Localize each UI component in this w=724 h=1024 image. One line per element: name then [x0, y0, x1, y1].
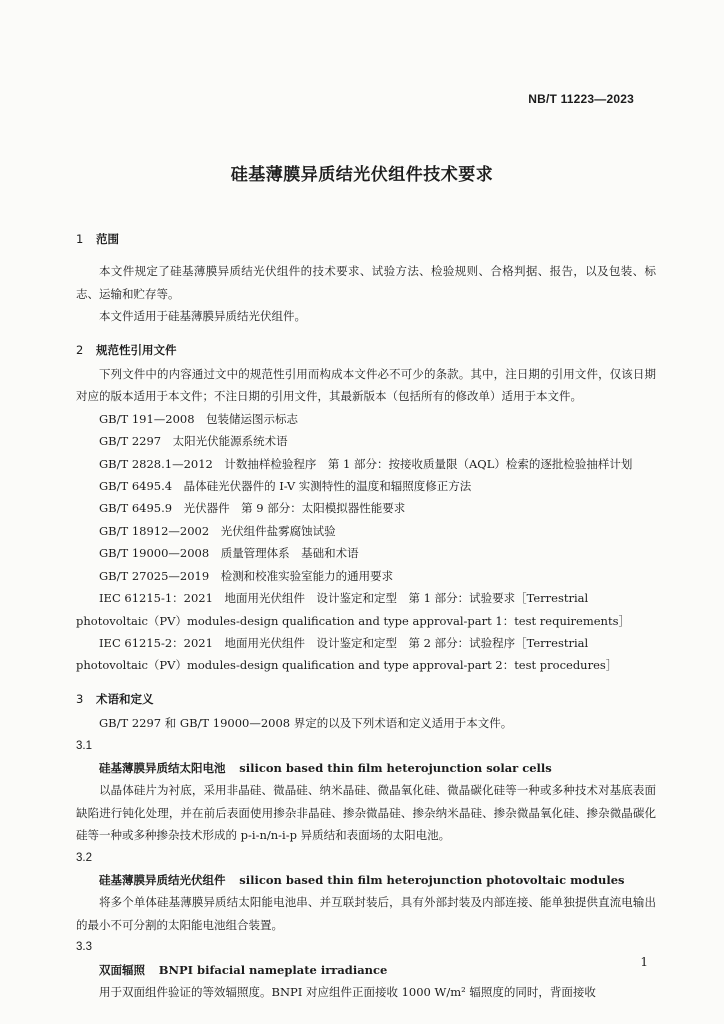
term-english: silicon based thin film heterojunction solar cells — [239, 760, 552, 775]
term-chinese: 双面辐照 — [99, 962, 145, 977]
document-body — [76, 228, 656, 1003]
term-english: BNPI bifacial nameplate irradiance — [158, 962, 388, 977]
term-chinese: 硅基薄膜异质结光伏组件 — [99, 872, 226, 887]
term-entry — [76, 869, 656, 891]
document-title: 硅基薄膜异质结光伏组件技术要求 — [230, 165, 494, 185]
paragraph: 本文件适用于硅基薄膜异质结光伏组件。 — [99, 309, 306, 324]
section-heading-scope — [76, 228, 656, 250]
reference-item: GB/T 19000—2008 质量管理体系 基础和术语 — [99, 546, 359, 561]
section-number: 2 — [76, 342, 84, 357]
page-number: 1 — [640, 955, 648, 969]
reference-item: GB/T 2828.1—2012 计数抽样检验程序 第 1 部分：按接收质量限（AQL）检索的逐批检验抽样计划 — [99, 456, 633, 471]
section-heading-terms-and-definitions — [76, 688, 656, 710]
section-title: 术语和定义 — [96, 691, 154, 706]
paragraph: 下列文件中的内容通过文中的规范性引用而构成本文件必不可少的条款。其中，注日期的引用文件，仅该日期对应的版本适用于本文件；不注日期的引用文件，其最新版本（包括所有的修改单）适用于本文件。 — [76, 367, 656, 404]
reference-item: GB/T 27025—2019 检测和校准实验室能力的通用要求 — [99, 568, 394, 583]
term-entry — [76, 959, 656, 981]
reference-item: IEC 61215-1：2021 地面用光伏组件 设计鉴定和定型 第 1 部分：试验要求［Terrestrial photovoltaic（PV）modules-design qualification and type approval-part 1：test requirements］ — [76, 591, 630, 628]
reference-item: GB/T 18912—2002 光伏组件盐雾腐蚀试验 — [99, 523, 336, 538]
clause-number: 3.3 — [76, 941, 92, 954]
section-heading-normative-references — [76, 339, 656, 361]
reference-item: GB/T 6495.4 晶体硅光伏器件的 I-V 实测特性的温度和辐照度修正方法 — [99, 479, 472, 494]
paragraph: 本文件规定了硅基薄膜异质结光伏组件的技术要求、试验方法、检验规则、合格判据、报告，以及包装、标志、运输和贮存等。 — [76, 264, 656, 301]
term-definition: 用于双面组件验证的等效辐照度。BNPI 对应组件正面接收 1000 W/m² 辐照度的同时，背面接收 — [99, 985, 596, 999]
reference-item: GB/T 191—2008 包装储运图示标志 — [99, 411, 299, 426]
section-title: 规范性引用文件 — [96, 342, 177, 357]
standard-number: NB/T 11223—2023 — [528, 92, 634, 106]
reference-item: GB/T 6495.9 光伏器件 第 9 部分：太阳模拟器性能要求 — [99, 501, 406, 516]
clause-number: 3.2 — [76, 851, 92, 864]
paragraph: GB/T 2297 和 GB/T 19000—2008 界定的以及下列术语和定义适用于本文件。 — [99, 716, 513, 731]
reference-item: GB/T 2297 太阳光伏能源系统术语 — [99, 434, 288, 449]
term-definition: 以晶体硅片为衬底，采用非晶硅、微晶硅、纳米晶硅、微晶氧化硅、微晶碳化硅等一种或多种技术对基底表面缺陷进行钝化处理，并在前后表面使用掺杂非晶硅、掺杂微晶硅、掺杂纳米晶硅、掺杂微晶氧化硅、掺杂微晶碳化硅等一种或多种掺杂技术形成的 p-i-n/n-i-p 异质结和表面场的太阳电池。 — [76, 783, 656, 843]
term-entry — [76, 757, 656, 779]
term-definition: 将多个单体硅基薄膜异质结太阳能电池串、并互联封装后，具有外部封装及内部连接、能单独提供直流电输出的最小不可分割的太阳能电池组合装置。 — [76, 895, 656, 932]
clause-number: 3.1 — [76, 739, 92, 752]
section-number: 1 — [76, 232, 84, 246]
section-title: 范围 — [96, 232, 119, 246]
term-chinese: 硅基薄膜异质结太阳电池 — [99, 760, 226, 775]
section-number: 3 — [76, 691, 84, 706]
reference-item: IEC 61215-2：2021 地面用光伏组件 设计鉴定和定型 第 2 部分：试验程序［Terrestrial photovoltaic（PV）modules-design qualification and type approval-part 2：test procedures］ — [76, 635, 618, 673]
term-english: silicon based thin film heterojunction photovoltaic modules — [239, 872, 625, 887]
